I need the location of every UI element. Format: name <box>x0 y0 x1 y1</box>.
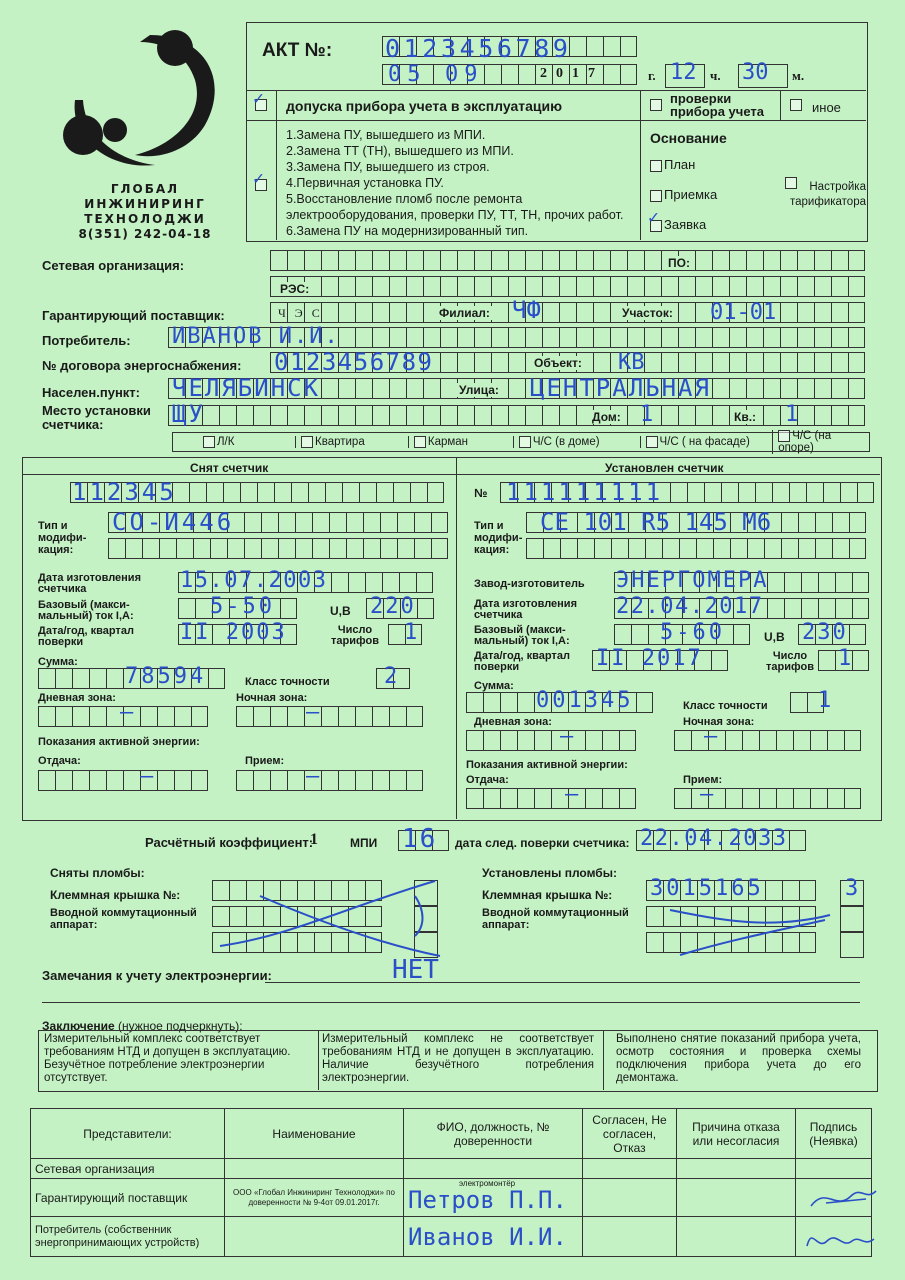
contract-value[interactable]: 0123456789 <box>274 348 434 376</box>
mpi-label: МПИ <box>350 836 378 850</box>
rep-row-supplier <box>31 1179 872 1217</box>
installed-tariffs[interactable]: 1 <box>838 646 852 671</box>
rep-position: электромонтёр <box>459 1179 516 1188</box>
company-name-3: ТЕХНОЛОДЖИ <box>84 212 206 226</box>
basis-title: Основание <box>650 130 727 146</box>
loc-lk: Л/К <box>217 436 235 449</box>
removed-tariffs-label: Число тарифов <box>331 624 379 647</box>
loc-house: Ч/С (в доме) <box>532 436 600 449</box>
act-hour[interactable]: 12 <box>670 60 697 85</box>
flat-label: Кв.: <box>730 410 760 424</box>
consumer-label: Потребитель: <box>42 333 131 348</box>
rep-header-name: Наименование <box>225 1109 404 1159</box>
removed-type-label: Тип и модифи-кация: <box>38 520 87 556</box>
act-date-year[interactable]: 2017 <box>540 66 604 81</box>
installed-plant[interactable]: ЭНЕРГОМЕРА <box>616 568 769 593</box>
section-label: Участок: <box>618 306 677 320</box>
rep-who: Потребитель (собственник энергопринимающих устройств) <box>31 1217 225 1257</box>
place-label: Место установки счетчика: <box>42 403 151 432</box>
installed-no-label: № <box>474 486 488 500</box>
loc-lk-checkbox[interactable] <box>203 436 215 448</box>
removed-day-label: Дневная зона: <box>38 692 116 704</box>
loc-facade-checkbox[interactable] <box>646 436 658 448</box>
object-value[interactable]: КВ <box>618 350 645 375</box>
rep-who: Гарантирующий поставщик <box>31 1179 225 1217</box>
reasons-list <box>286 127 623 239</box>
coef-value[interactable]: 1 <box>310 831 318 848</box>
removed-sum-label: Сумма: <box>38 656 78 668</box>
rep-header-sign: Подпись (Неявка) <box>796 1109 872 1159</box>
installed-current[interactable]: 5-60 <box>660 620 725 645</box>
removed-in-label: Прием: <box>245 755 285 767</box>
rep-row-network <box>31 1159 872 1179</box>
conclusion-option-3[interactable]: Выполнено снятие показаний прибора учета, осмотр состояния и проверка схемы подключения прибора учета до его демонтажа. <box>616 1033 861 1084</box>
loc-flat-checkbox[interactable] <box>301 436 313 448</box>
basis-priemka: Приемка <box>664 187 718 202</box>
installed-type[interactable]: CE 101 R5 145 M6 <box>540 508 772 536</box>
installed-number[interactable]: 111111111 <box>506 478 664 506</box>
seals-removed-input-label: Вводной коммутационный аппарат: <box>50 907 197 931</box>
installed-night-label: Ночная зона: <box>683 716 755 728</box>
rep-fio[interactable]: Петров П.П. <box>408 1185 567 1214</box>
rep-header-fio: ФИО, должность, № доверенности <box>404 1109 583 1159</box>
contract-label: № договора энергоснабжения: <box>42 358 242 373</box>
locations-row <box>172 430 870 455</box>
removed-u[interactable]: 220 <box>370 594 416 619</box>
installed-plant-label: Завод-изготовитель <box>474 578 585 590</box>
loc-pole-checkbox[interactable] <box>778 430 790 442</box>
removed-mfg-label: Дата изготовления счетчика <box>38 572 141 595</box>
removed-class[interactable]: 2 <box>384 664 398 689</box>
act-date-day[interactable]: 05 <box>388 62 427 87</box>
installed-in-label: Прием: <box>683 774 723 786</box>
po-label: ПО: <box>665 256 693 270</box>
removed-check[interactable]: II 2003 <box>180 620 287 645</box>
purpose-other: иное <box>812 100 841 115</box>
house-label: Дом: <box>588 410 625 424</box>
removed-check-label: Дата/год, квартал поверки <box>38 625 134 648</box>
loc-pocket: Карман <box>427 436 469 449</box>
remarks-value[interactable]: НЕТ <box>392 955 439 985</box>
house-value[interactable]: 1 <box>640 402 654 427</box>
reason-1: 1.Замена ПУ, вышедшего из МПИ. <box>286 128 486 142</box>
company-logo <box>55 20 230 180</box>
loc-pocket-checkbox[interactable] <box>414 436 426 448</box>
removed-active-label: Показания активной энергии: <box>38 736 200 748</box>
removed-number[interactable]: 112345 <box>72 478 177 506</box>
installed-check[interactable]: II 2017 <box>596 646 703 671</box>
reason-5: 5.Восстановление пломб после ремонта <box>286 192 523 206</box>
priemka-checkbox[interactable] <box>650 190 662 202</box>
installed-type-label: Тип и модифи-кация: <box>474 520 523 556</box>
act-date-month[interactable]: 09 <box>445 62 484 87</box>
installed-title: Установлен счетчик <box>605 461 724 475</box>
other-checkbox[interactable] <box>790 99 802 111</box>
plan-checkbox[interactable] <box>650 160 662 172</box>
installed-sum-label: Сумма: <box>474 680 514 692</box>
reason-2: 2.Замена ТТ (ТН), вышедшего из МПИ. <box>286 144 514 158</box>
installed-class[interactable]: 1 <box>818 688 832 713</box>
reason-4: 4.Первичная установка ПУ. <box>286 176 444 190</box>
check-checkbox[interactable] <box>650 99 662 111</box>
reason-3: 3.Замена ПУ, вышедшего из строя. <box>286 160 490 174</box>
basis-zayavka: Заявка <box>664 217 707 232</box>
seals-installed-count[interactable]: 3 <box>845 876 859 901</box>
loc-facade: Ч/С ( на фасаде) <box>659 436 750 449</box>
seals-installed-terminal-label: Клеммная крышка №: <box>482 888 613 902</box>
rep-header-who: Представители: <box>31 1109 225 1159</box>
admit-checkbox[interactable]: ✓ <box>255 96 269 114</box>
rep-fio[interactable]: Иванов И.И. <box>404 1217 583 1257</box>
flat-value[interactable]: 1 <box>785 402 799 427</box>
rep-header-reason: Причина отказа или несогласия <box>677 1109 796 1159</box>
company-name-2: ИНЖИНИРИНГ <box>84 197 206 211</box>
res-label: РЭС: <box>280 282 310 296</box>
installed-u[interactable]: 230 <box>802 620 848 645</box>
supplier-letters: Ч Э С <box>278 306 320 320</box>
act-ch: ч. <box>710 68 721 83</box>
company-name-1: ГЛОБАЛ <box>110 182 180 196</box>
installed-day-label: Дневная зона: <box>474 716 552 728</box>
mpi-value[interactable]: 16 <box>402 824 438 854</box>
purpose-check: проверки прибора учета <box>670 91 764 119</box>
conclusion-label: Заключение <box>42 1019 115 1033</box>
basis-plan: План <box>664 157 696 172</box>
installed-mfg[interactable]: 22.04.2017 <box>616 594 764 619</box>
representatives-table <box>30 1108 872 1257</box>
act-g: г. <box>648 68 656 83</box>
purpose-admit: допуска прибора учета в эксплуатацию <box>286 98 563 114</box>
reason-6: 6.Замена ПУ на модернизированный тип. <box>286 224 529 238</box>
act-minute[interactable]: 30 <box>742 60 769 85</box>
installed-active-label: Показания активной энергии: <box>466 759 628 771</box>
removed-title: Снят счетчик <box>190 461 269 475</box>
installed-check-label: Дата/год, квартал поверки <box>474 650 570 673</box>
supplier-signature <box>806 1181 886 1215</box>
act-title: АКТ №: <box>262 40 333 61</box>
conclusion-option-1[interactable]: Измерительный комплекс соответствует требованиям НТД и допущен в эксплуатацию. Безучётное потребление электроэнергии отсутствует. <box>44 1033 291 1084</box>
rep-who: Сетевая организация <box>31 1159 225 1179</box>
seals-removed-title: Сняты пломбы: <box>50 866 145 880</box>
place-value[interactable]: ЩУ <box>172 400 205 428</box>
seals-installed-input-label: Вводной коммутационный аппарат: <box>482 907 629 931</box>
removed-mfg[interactable]: 15.07.2003 <box>180 568 328 593</box>
consumer-signature <box>802 1221 882 1255</box>
loc-house-checkbox[interactable] <box>519 436 531 448</box>
reason-5-cont: электрооборудования, проверки ПУ, ТТ, ТН, прочих работ. <box>286 208 624 222</box>
installed-out-label: Отдача: <box>466 774 509 786</box>
network-label: Сетевая организация: <box>42 258 185 273</box>
street-label: Улица: <box>455 383 503 397</box>
rep-row-consumer <box>31 1217 872 1257</box>
act-m: м. <box>792 68 805 83</box>
street-value[interactable]: ЦЕНТРАЛЬНАЯ <box>530 374 711 402</box>
act-number[interactable]: 0123456789 <box>385 34 572 63</box>
conclusion-hint: (нужное подчеркнуть): <box>118 1019 243 1033</box>
installed-u-label: U,В <box>764 630 785 644</box>
removed-out-label: Отдача: <box>38 755 81 767</box>
next-check-value[interactable]: 22.04.2033 <box>640 826 788 851</box>
removed-u-label: U,В <box>330 604 351 618</box>
installed-current-label: Базовый (макси-мальный) ток I,А: <box>474 624 570 647</box>
seals-removed-terminal-label: Клеммная крышка №: <box>50 888 181 902</box>
reason-checkbox[interactable]: ✓ <box>255 176 269 194</box>
removed-current[interactable]: 5-50 <box>210 594 275 619</box>
rep-header-agree: Согласен, Не согласен, Отказ <box>583 1109 677 1159</box>
basis-tariff: Настройка тарификатора <box>790 181 866 208</box>
branch-label: Филиал: <box>435 306 494 320</box>
loc-pole: Ч/С (на опоре) <box>778 430 832 455</box>
next-check-label: дата след. поверки счетчика: <box>455 836 630 850</box>
city-value[interactable]: ЧЕЛЯБИНСК <box>172 374 321 402</box>
section-value[interactable]: 01-01 <box>710 300 777 325</box>
seals-installed-title: Установлены пломбы: <box>482 866 617 880</box>
removed-type[interactable]: СО-И446 <box>112 508 235 536</box>
removed-seals-crossout <box>210 876 450 966</box>
coef-label: Расчётный коэффициент: <box>145 835 314 850</box>
rep-org-name: ООО «Глобал Инжиниринг Технолоджи» по доверенности № 9-4от 09.01.2017г. <box>225 1179 404 1217</box>
seals-installed-terminal-value[interactable]: 3015165 <box>650 876 764 901</box>
consumer-value[interactable]: ИВАНОВ И.И. <box>172 324 340 349</box>
remarks-label: Замечания к учету электроэнергии: <box>42 968 272 983</box>
installed-mfg-label: Дата изготовления счетчика <box>474 598 577 621</box>
removed-tariffs[interactable]: 1 <box>404 620 418 645</box>
removed-class-label: Класс точности <box>245 676 330 688</box>
branch-value[interactable]: ЧФ <box>512 296 541 324</box>
conclusion-option-2[interactable]: Измерительный комплекс не соответствует требованиям НТД и не допущен в эксплуатацию. Наличие безучётного потребления электроэнергии. <box>322 1033 594 1084</box>
installed-tariffs-label: Число тарифов <box>766 650 814 673</box>
removed-night-label: Ночная зона: <box>236 692 308 704</box>
removed-current-label: Базовый (макси-мальный) ток I,А: <box>38 599 134 622</box>
installed-seals-crossout <box>660 900 840 960</box>
loc-flat: Квартира <box>315 436 365 449</box>
installed-class-label: Класс точности <box>683 700 768 712</box>
company-phone: 8(351) 242-04-18 <box>78 227 212 241</box>
installed-sum[interactable]: 001345 <box>536 688 634 713</box>
object-label: Объект: <box>530 356 586 370</box>
city-label: Населен.пункт: <box>42 385 140 400</box>
supplier-label: Гарантирующий поставщик: <box>42 308 225 323</box>
removed-sum[interactable]: 78594 <box>125 664 207 689</box>
